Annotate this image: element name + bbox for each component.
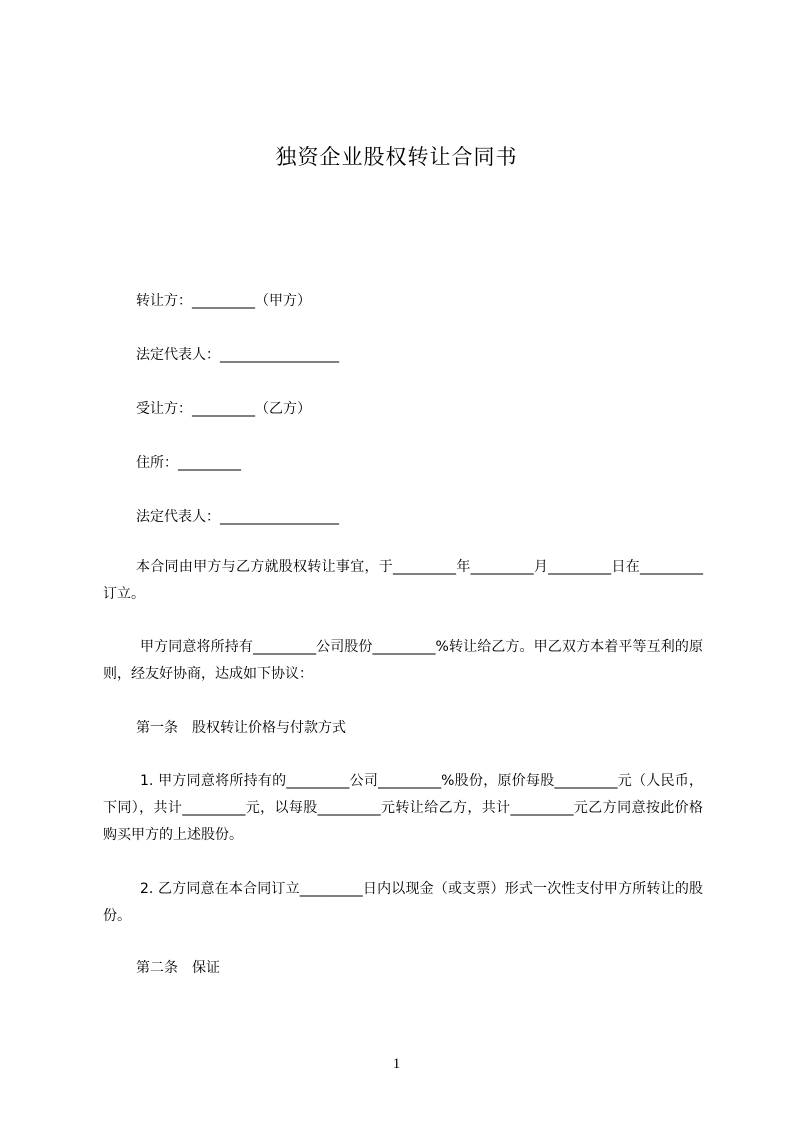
article-1-heading: 第一条 股权转让价格与付款方式: [136, 720, 346, 736]
transferee-line: 受让方：_________（乙方）: [136, 401, 311, 417]
transferor-line: 转让方：_________（甲方）: [136, 293, 311, 309]
intro-paragraph: 本合同由甲方与乙方就股权转让事宜，于_________年_________月_________日在_________订立。: [103, 559, 703, 602]
article-1-clause-1: 1. 甲方同意将所持有的_________公司_________%股份，原价每股_________元（人民币，下同），共计_________元，以每股_________元转让给乙方，共计_________元乙方同意按此价格购买甲方的上述股份。: [103, 773, 703, 843]
article-2-heading: 第二条 保证: [136, 960, 220, 976]
transferee-representative-line: 法定代表人：_________________: [136, 509, 339, 525]
address-line: 住所：_________: [136, 455, 241, 471]
transferor-representative-line: 法定代表人：_________________: [136, 347, 339, 363]
agreement-paragraph: 甲方同意将所持有_________公司股份_________%转让给乙方。甲乙双方本着平等互利的原则，经友好协商，达成如下协议：: [103, 639, 703, 682]
document-title: 独资企业股权转让合同书: [275, 145, 518, 169]
article-1-clause-2: 2. 乙方同意在本合同订立_________日内以现金（或支票）形式一次性支付甲方所转让的股份。: [103, 881, 703, 924]
page-number: 1: [392, 1056, 401, 1072]
